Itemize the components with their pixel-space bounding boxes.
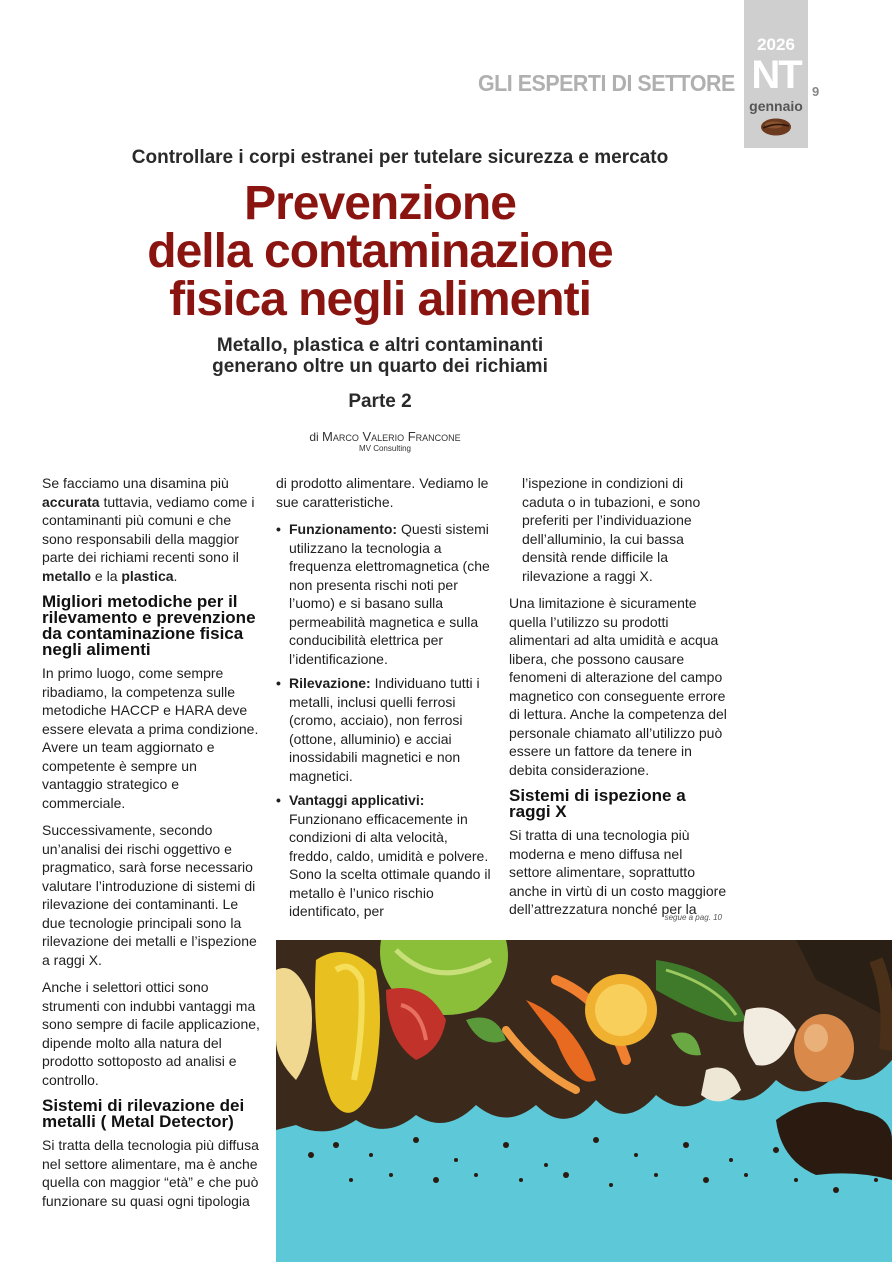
issue-year: 2026 bbox=[757, 35, 795, 54]
column-3 bbox=[509, 474, 727, 928]
food-waste-illustration bbox=[276, 940, 892, 1262]
title-line: della contaminazione bbox=[147, 225, 613, 278]
byline-prefix: di bbox=[309, 430, 319, 444]
intro-paragraph: Se facciamo una disamina più accurata tuttavia, vediamo come i contaminanti più comuni e che sono responsabili della maggior parte dei richiami recenti sono il metallo e la plastica. bbox=[42, 475, 255, 584]
title-line: fisica negli alimenti bbox=[169, 273, 591, 326]
article-part: Parte 2 bbox=[348, 391, 412, 412]
paragraph: Si tratta della tecnologia più diffusa nel settore alimentare, ma è anche quella con maggior “età” e che può funzionare su quasi ogni tipologia bbox=[42, 1137, 259, 1209]
food-waste-photo bbox=[276, 940, 892, 1262]
title-line: Prevenzione bbox=[244, 177, 516, 230]
continued-note: segue a pag. 10 bbox=[664, 913, 722, 922]
paragraph: In primo luogo, come sempre ribadiamo, la competenza sulle metodiche HACCP e HARA deve essere elevata a prima condizione. Avere un team aggiornato e competente è sempre un vantaggio strategico e commerciale. bbox=[42, 665, 259, 811]
heading-methods: Migliori metodiche per il rilevamento e prevenzione da contaminazione fisica negli alimenti bbox=[42, 592, 256, 659]
list-item: • Vantaggi applicativi: Funzionano efficacemente in condizioni di alta velocità, freddo, caldo, umidità e polvere. Sono la scelta ottimale quando il metallo è l’unico rischio identificato, per bbox=[276, 792, 491, 919]
paragraph: Si tratta di una tecnologia più moderna e meno diffusa nel settore alimentare, soprattutto anche in virtù di un costo maggiore dell’attrezzatura nonché per la bbox=[509, 827, 727, 917]
article-standfirst bbox=[40, 335, 720, 377]
standfirst-line: Metallo, plastica e altri contaminanti bbox=[216, 335, 544, 356]
list-item: • Funzionamento: Questi sistemi utilizzano la tecnologia a frequenza elettromagnetica (che non presenta rischi noti per l’uomo) e si basano sulla permeabilità magnetica e sulla conducibilità elettrica per l’identificazione. bbox=[276, 521, 490, 667]
heading-xray: Sistemi di ispezione a raggi X bbox=[509, 786, 686, 821]
paragraph: di prodotto alimentare. Vediamo le sue caratteristiche. bbox=[276, 475, 489, 510]
article-kicker: Controllare i corpi estranei per tutelare sicurezza e mercato bbox=[131, 147, 669, 168]
issue-month: gennaio bbox=[749, 98, 803, 114]
column-1 bbox=[42, 474, 260, 1219]
feature-list bbox=[276, 520, 492, 921]
section-title: GLI ESPERTI DI SETTORE bbox=[478, 70, 735, 96]
magazine-logo: NT bbox=[751, 53, 801, 97]
standfirst-line: generano oltre un quarto dei richiami bbox=[212, 356, 548, 377]
coffee-bean-icon bbox=[760, 117, 792, 137]
paragraph: Una limitazione è sicuramente quella l’utilizzo su prodotti alimentari ad alta umidità e acqua libera, che possono causare fenomeni di alterazione del campo magnetico con conseguente errore di lettura. Anche la competenza del personale chiamato all’utilizzo può essere un fattore da tenere in debita considerazione. bbox=[509, 595, 727, 778]
paragraph: Successivamente, secondo un’analisi dei rischi oggettivo e pragmatico, sarà forse necessario valutare l’introduzione di sistemi di rilevazione dei contaminanti. Le due tecnologie principali sono la rilevazione dei metalli e l’ispezione a raggi X. bbox=[42, 822, 257, 968]
author-name: Marco Valerio Francone bbox=[322, 429, 461, 444]
author-affiliation: MV Consulting bbox=[358, 444, 412, 453]
article-title bbox=[40, 177, 720, 326]
byline bbox=[200, 429, 570, 444]
paragraph: Anche i selettori ottici sono strumenti con indubbi vantaggi ma sono sempre di facile applicazione, dipende molto alla natura del prodotto sottoposto ad analisi e controllo. bbox=[42, 979, 260, 1088]
column-2 bbox=[276, 474, 492, 927]
heading-metal-detector: Sistemi di rilevazione dei metalli ( Metal Detector) bbox=[42, 1096, 245, 1131]
list-item: • Rilevazione: Individuano tutti i metalli, inclusi quelli ferrosi (cromo, acciaio), non ferrosi (ottone, alluminio) e acciai inossidabili magnetici e non magnetici. bbox=[276, 675, 480, 784]
issue-tab bbox=[744, 0, 808, 148]
list-item-continued: l’ispezione in condizioni di caduta o in tubazioni, e sono preferiti per l’individuazione dell’alluminio, la cui bassa densità rende difficile la rilevazione a raggi X. bbox=[522, 475, 701, 584]
page-number: 9 bbox=[812, 84, 820, 99]
